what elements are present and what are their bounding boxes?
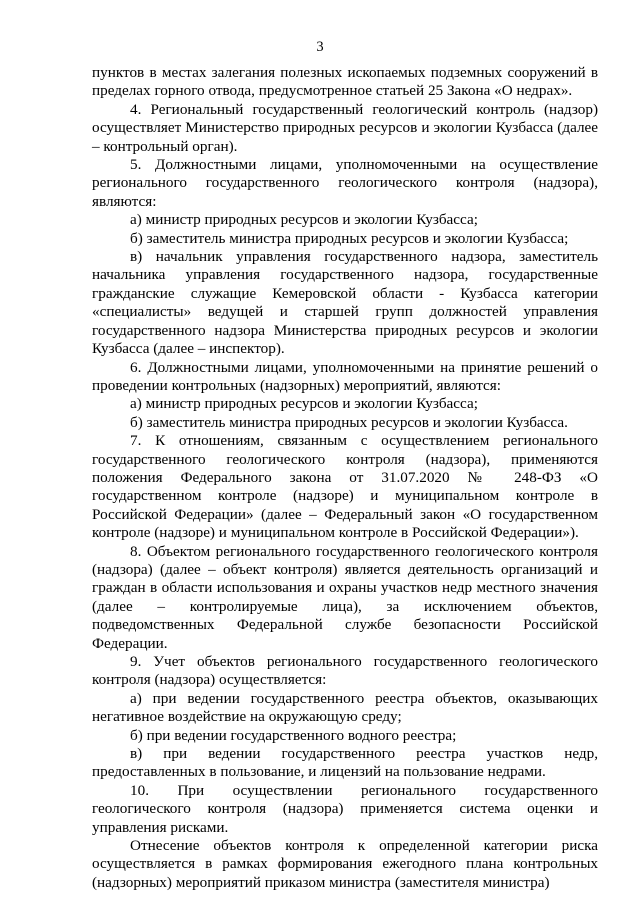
paragraph-9-item-b: б) при ведении государственного водного реестра; <box>130 726 457 744</box>
paragraph-9-item-v: в) при ведении государственного реестра участков недр, предоставленных в пользование, и лицензий на пользование недрами. <box>92 745 598 781</box>
paragraph-5-item-a: а) министр природных ресурсов и экологии Кузбасса; <box>130 211 478 229</box>
paragraph-10: 10. При осуществлении регионального государственного геологического контроля (надзора) применяется система оценки и управления рисками. <box>92 781 598 836</box>
document-body <box>92 64 598 892</box>
paragraph-6: 6. Должностными лицами, уполномоченными на принятие решений о проведении контрольных (надзорных) мероприятий, являются: <box>92 358 598 394</box>
paragraph-9: 9. Учет объектов регионального государственного геологического контроля (надзора) осуществляется: <box>92 653 598 689</box>
paragraph-5: 5. Должностными лицами, уполномоченными на осуществление регионального государственного геологического контроля (надзора), являются: <box>92 156 598 210</box>
paragraph-continuation: пунктов в местах залегания полезных ископаемых подземных сооружений в пределах горного отвода, предусмотренное статьей 25 Закона «О недрах». <box>92 64 598 100</box>
paragraph-5-item-b: б) заместитель министра природных ресурсов и экологии Кузбасса; <box>130 229 569 247</box>
paragraph-8: 8. Объектом регионального государственного геологического контроля (надзора) (далее – объект контроля) является деятельность организаций и граждан в области использования и охраны участков недр местного значения (далее – контролируемые лица), за исключением объектов, подведомственных Федеральной службе безопасности Российской Федерации. <box>92 542 598 652</box>
paragraph-5-item-v: в) начальник управления государственного надзора, заместитель начальника управления государственного надзора, государственные гражданские служащие Кемеровской области - Кузбасса категории «специалисты» ведущей и старшей групп должностей управления государственного надзора Министерства природных ресурсов и экологии Кузбасса (далее – инспектор). <box>92 248 598 358</box>
paragraph-4: 4. Региональный государственный геологический контроль (надзор) осуществляет Министерство природных ресурсов и экологии Кузбасса (далее – контрольный орган). <box>92 100 598 155</box>
paragraph-6-item-a: а) министр природных ресурсов и экологии Кузбасса; <box>130 395 478 413</box>
paragraph-9-item-a: а) при ведении государственного реестра объектов, оказывающих негативное воздействие на окружающую среду; <box>92 689 598 726</box>
page-number: 3 <box>316 39 324 55</box>
paragraph-7: 7. К отношениям, связанным с осуществлением регионального государственного геологического контроля (надзора), применяются положения Федерального закона от 31.07.2020 № 248-ФЗ «О государственном контроле (надзоре) и муниципальном контроле в Российской Федерации» (далее – Федеральный закон «О государственном контроле (надзоре) и муниципальном контроле в Российской Федерации»). <box>92 432 598 542</box>
paragraph-6-item-b: б) заместитель министра природных ресурсов и экологии Кузбасса. <box>130 413 568 431</box>
paragraph-10-continuation: Отнесение объектов контроля к определенной категории риска осуществляется в рамках формирования ежегодного плана контрольных (надзорных) мероприятий приказом министра (заместителя министра) <box>92 837 598 891</box>
